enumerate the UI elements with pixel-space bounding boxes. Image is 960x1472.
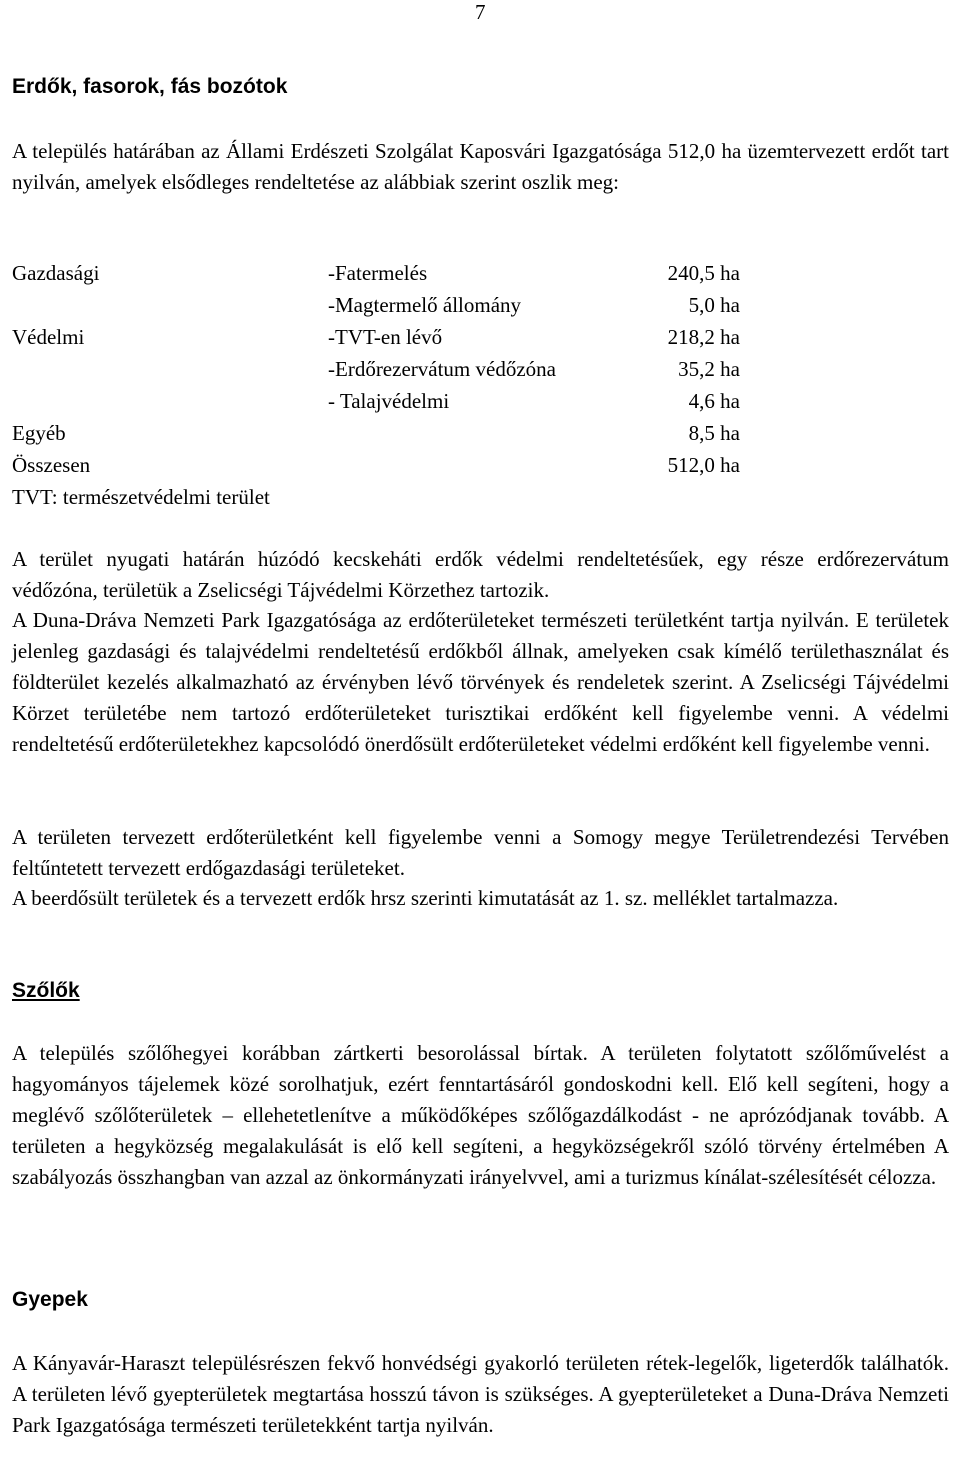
table-cell-subcategory: -Erdőrezervátum védőzóna [328,357,556,381]
table-cell-subcategory: -Fatermelés [328,261,428,285]
table-row [12,482,752,514]
vineyards-paragraph: A település szőlőhegyei korábban zártkerti besorolással bírtak. A területen folytatott szőlőművelést a hagyományos tájelemek közé sorolhatjuk, ezért fenntartásáról gondoskodni kell. Elő kell segíteni, hogy a meglévő szőlőterületek – ellehetetlenítve a működőképes szőlőgazdálkodást - ne aprózódjanak tovább. A területen a hegyközség megalakulását is elő kell segíteni, a hegyközségekről szóló törvény értelmében A szabályozás összhangban van azzal az önkormányzati irányelvvel, ami a turizmus kínálat-szélesítését célozza. [12,1041,949,1189]
page-number: 7 [475,0,486,24]
section-heading-grasslands: Gyepek [12,1288,88,1311]
table-cell-subcategory: -TVT-en lévő [328,325,443,349]
table-row [12,322,752,354]
forest-paragraph-3: A területen tervezett erdőterületként kell figyelembe venni a Somogy megye Területrendezési Tervében feltűntetett tervezett erdőgazdasági területeket. [12,825,949,880]
table-cell-subcategory: -Magtermelő állomány [328,293,522,317]
table-cell-category: Védelmi [12,325,85,349]
table-cell-value: 240,5 ha [667,261,740,285]
table-cell-value: 512,0 ha [667,453,740,477]
table-row [12,290,752,322]
table-cell-value: 35,2 ha [678,357,740,381]
table-cell-subcategory: - Talajvédelmi [328,389,450,413]
forest-paragraph-1: A terület nyugati határán húzódó kecskeháti erdők védelmi rendeltetésűek, egy része erdőrezervátum védőzóna, területük a Zselicségi Tájvédelmi Körzethez tartozik. [12,547,949,602]
table-cell-category: Egyéb [12,421,66,445]
forest-paragraph-2: A Duna-Dráva Nemzeti Park Igazgatósága az erdőterületeket természeti területként tartja nyilván. E területek jelenleg gazdasági és talajvédelmi rendeltetésű erdőkből állnak, amelyeken csak kímélő területhasználat és földterület kezelés alkalmazható az érvényben lévő törvények és rendeletek szerint. A Zselicségi Tájvédelmi Körzet területébe nem tartozó erdőterületeket turisztikai erdőként kell figyelembe venni. A védelmi rendeltetésű erdőterületekhez kapcsolódó önerdősült erdőterületeket védelmi erdőként kell figyelembe venni. [12,608,949,756]
section-heading-forests: Erdők, fasorok, fás bozótok [12,75,288,98]
table-cell-category: Gazdasági [12,261,100,285]
table-row [12,450,752,482]
table-cell-value: 5,0 ha [688,293,740,317]
forest-intro-paragraph: A település határában az Állami Erdészeti Szolgálat Kaposvári Igazgatósága 512,0 ha üzemtervezett erdőt tart nyilván, amelyek elsődleges rendeltetése az alábbiak szerint oszlik meg: [12,139,949,194]
grasslands-paragraph: A Kányavár-Haraszt településrészen fekvő honvédségi gyakorló területen rétek-legelők, ligeterdők találhatók. A területen lévő gyepterületek megtartása hosszú távon is szükséges. A gyepterületeket a Duna-Dráva Nemzeti Park Igazgatósága természeti területekként tartja nyilván. [12,1351,949,1437]
table-cell-category: TVT: természetvédelmi terület [12,485,270,509]
forest-paragraph-4: A beerdősült területek és a tervezett erdők hrsz szerinti kimutatását az 1. sz. melléklet tartalmazza. [12,886,839,910]
table-cell-value: 8,5 ha [688,421,740,445]
table-cell-category: Összesen [12,453,91,477]
section-heading-vineyards: Szőlők [12,979,80,1002]
table-cell-value: 218,2 ha [667,325,740,349]
table-row [12,354,752,386]
table-row [12,386,752,418]
table-cell-value: 4,6 ha [688,389,740,413]
table-row [12,258,752,290]
table-row [12,418,752,450]
